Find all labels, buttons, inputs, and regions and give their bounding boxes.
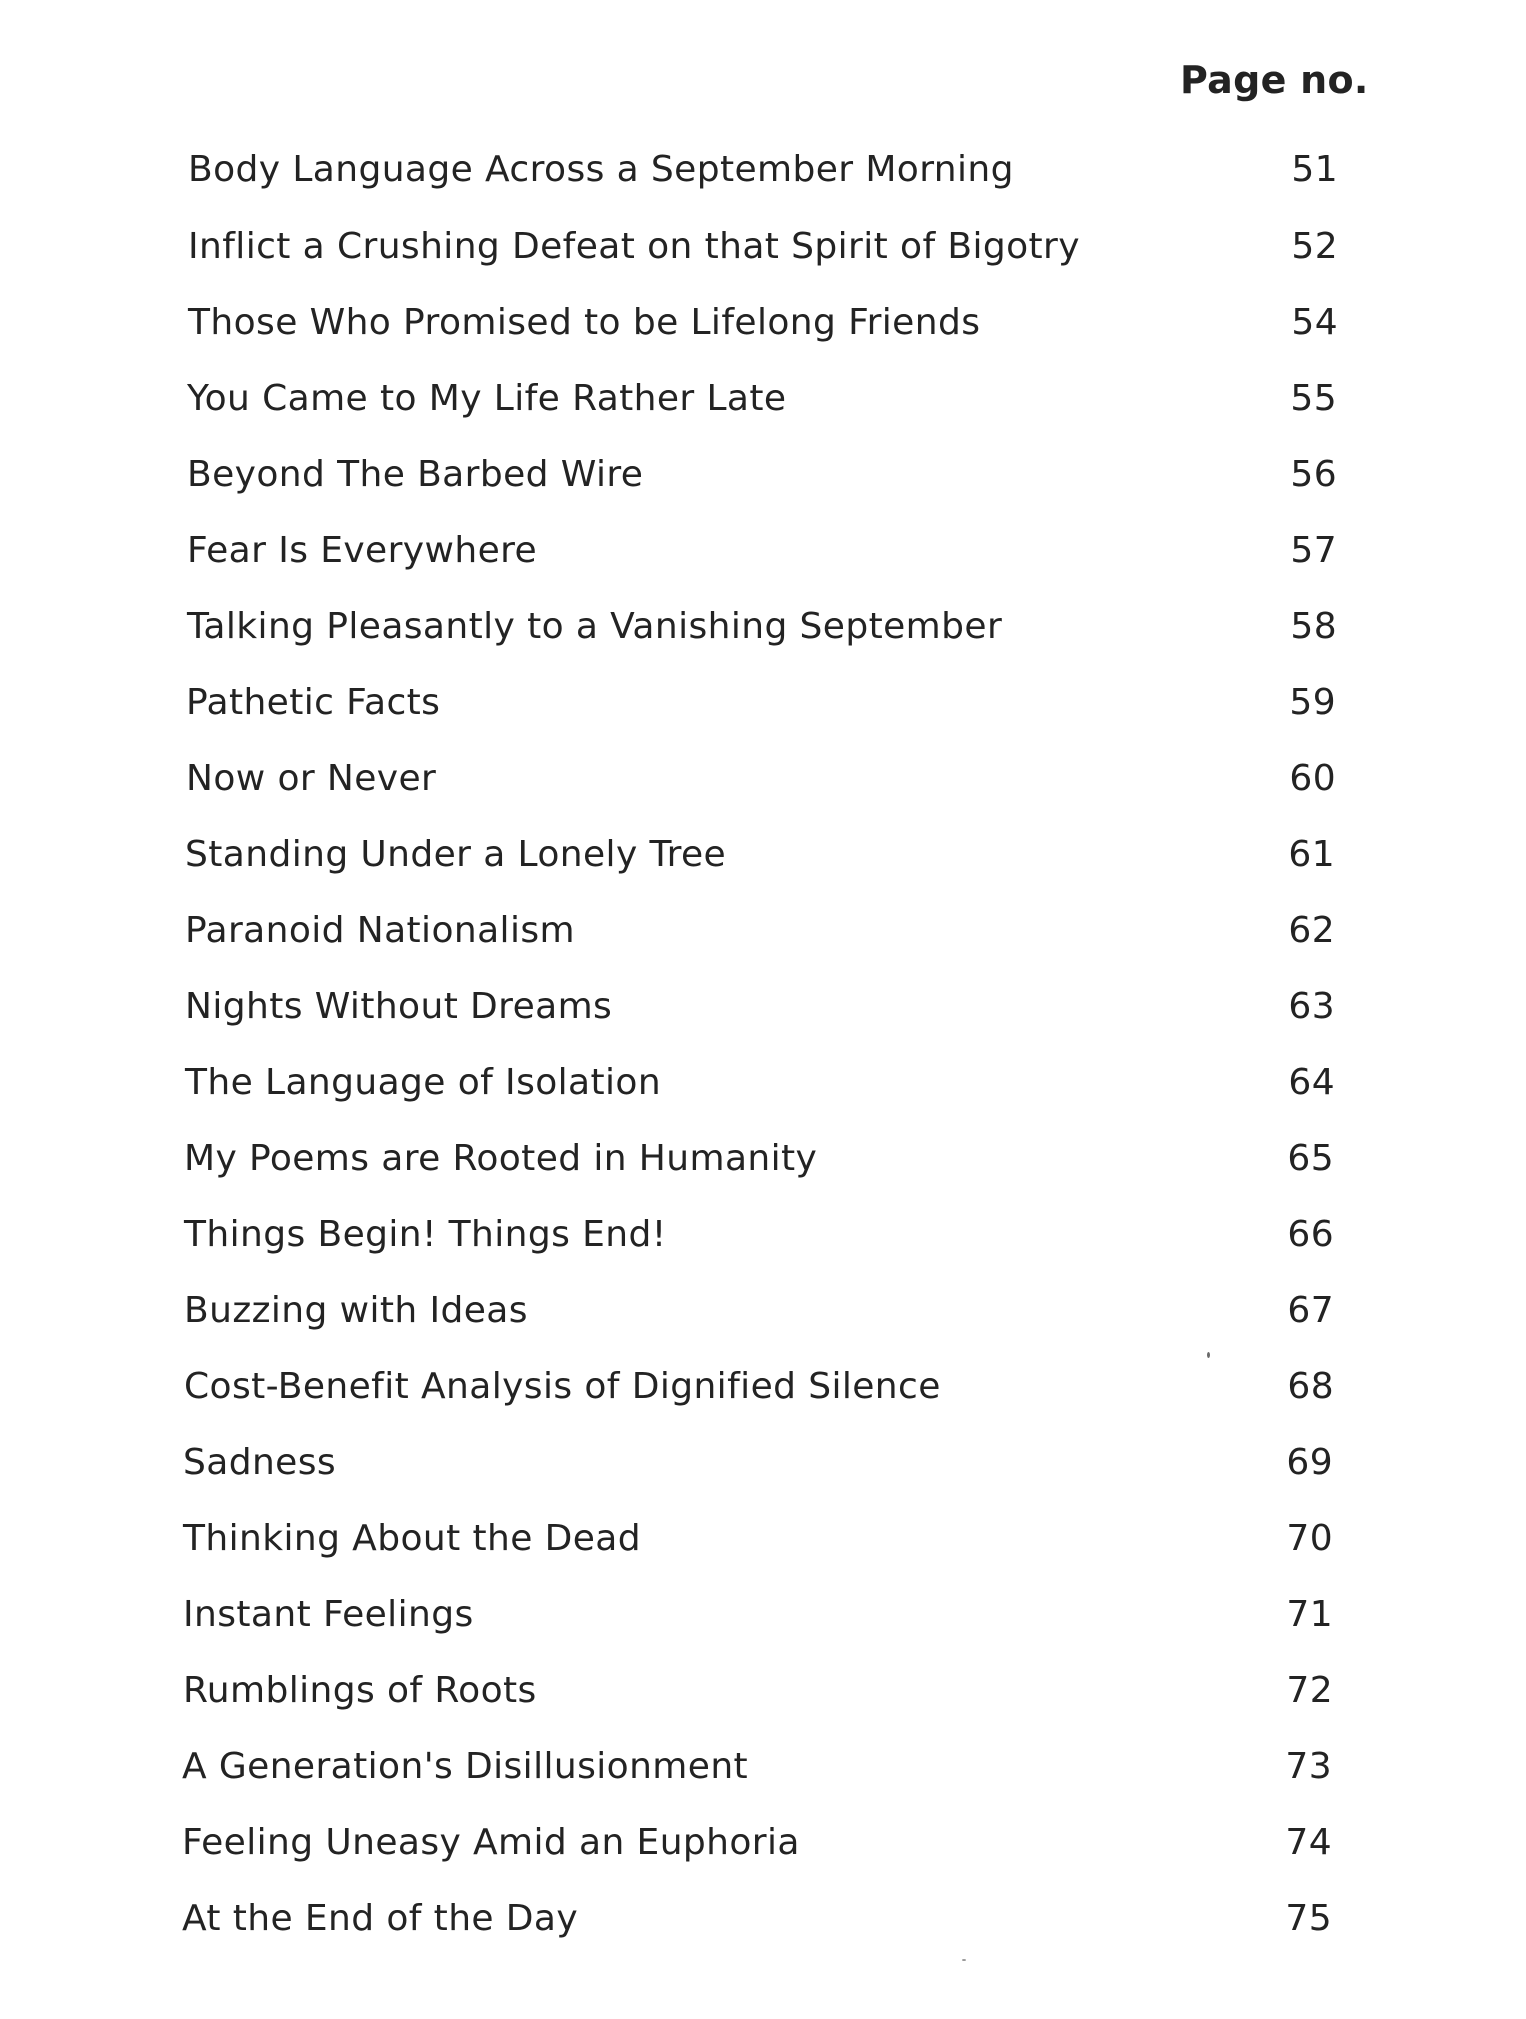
toc-entry bbox=[184, 1138, 1334, 1198]
toc-entry-page: 74 bbox=[1285, 1822, 1332, 1863]
toc-entry bbox=[187, 454, 1337, 514]
toc-entry bbox=[185, 834, 1335, 894]
toc-entry bbox=[182, 1822, 1332, 1882]
toc-entry bbox=[182, 1898, 1332, 1958]
toc-entry-title: Feeling Uneasy Amid an Euphoria bbox=[182, 1822, 800, 1863]
toc-entry bbox=[182, 1746, 1332, 1806]
toc-entry-title: At the End of the Day bbox=[182, 1898, 579, 1939]
toc-entry-title: Talking Pleasantly to a Vanishing September bbox=[187, 606, 1003, 647]
toc-entry-title: Body Language Across a September Morning bbox=[188, 149, 1014, 190]
toc-entry-page: 73 bbox=[1285, 1746, 1332, 1787]
toc-entry-page: 63 bbox=[1288, 986, 1335, 1027]
toc-entry-title: You Came to My Life Rather Late bbox=[187, 378, 787, 419]
toc-entry-page: 52 bbox=[1291, 226, 1338, 267]
toc-entry bbox=[186, 682, 1336, 742]
toc-entry-page: 70 bbox=[1286, 1518, 1333, 1559]
toc-entry bbox=[185, 910, 1335, 970]
toc-entry-page: 55 bbox=[1290, 378, 1337, 419]
toc-entry-page: 61 bbox=[1288, 834, 1335, 875]
toc-entry bbox=[184, 1290, 1334, 1350]
toc-entry-title: A Generation's Disillusionment bbox=[182, 1746, 749, 1787]
toc-entry-title: Instant Feelings bbox=[183, 1594, 474, 1635]
scan-speck bbox=[1207, 1352, 1210, 1358]
toc-entry-page: 65 bbox=[1287, 1138, 1334, 1179]
toc-entry-page: 68 bbox=[1287, 1366, 1334, 1407]
toc-entry-title: Pathetic Facts bbox=[186, 682, 441, 723]
toc-entry-title: Inflict a Crushing Defeat on that Spirit of Bigotry bbox=[188, 226, 1080, 267]
toc-entry-title: Fear Is Everywhere bbox=[187, 530, 538, 571]
toc-entry-page: 64 bbox=[1288, 1062, 1335, 1103]
toc-entry-page: 67 bbox=[1287, 1290, 1334, 1331]
toc-entry-title: Things Begin! Things End! bbox=[184, 1214, 667, 1255]
toc-entry-title: The Language of Isolation bbox=[185, 1062, 662, 1103]
toc-entry-page: 69 bbox=[1286, 1442, 1333, 1483]
toc-entry-title: Those Who Promised to be Lifelong Friends bbox=[188, 302, 981, 343]
toc-entry-page: 62 bbox=[1288, 910, 1335, 951]
toc-entry-title: Now or Never bbox=[186, 758, 437, 799]
toc-entry bbox=[184, 1214, 1334, 1274]
toc-entry-title: Thinking About the Dead bbox=[183, 1518, 641, 1559]
toc-entry-title: Nights Without Dreams bbox=[185, 986, 613, 1027]
toc-entry bbox=[183, 1442, 1333, 1502]
toc-entry bbox=[187, 378, 1337, 438]
toc-entry-page: 60 bbox=[1289, 758, 1336, 799]
toc-entry-title: Standing Under a Lonely Tree bbox=[185, 834, 727, 875]
toc-entry-page: 72 bbox=[1286, 1670, 1333, 1711]
toc-entry-title: My Poems are Rooted in Humanity bbox=[184, 1138, 818, 1179]
toc-entry bbox=[185, 986, 1335, 1046]
toc-entry-title: Rumblings of Roots bbox=[183, 1670, 537, 1711]
toc-entry bbox=[183, 1594, 1333, 1654]
toc-entry-page: 66 bbox=[1287, 1214, 1334, 1255]
toc-entry bbox=[183, 1518, 1333, 1578]
toc-entry-page: 54 bbox=[1291, 302, 1338, 343]
toc-entry-page: 57 bbox=[1290, 530, 1337, 571]
toc-entry-page: 75 bbox=[1285, 1898, 1332, 1939]
toc-entry-page: 58 bbox=[1290, 606, 1337, 647]
toc-entry bbox=[187, 530, 1337, 590]
toc-entry-page: 59 bbox=[1289, 682, 1336, 723]
toc-entry bbox=[188, 226, 1338, 286]
toc-entry-page: 51 bbox=[1291, 149, 1338, 190]
toc-entry bbox=[183, 1670, 1333, 1730]
toc-entry bbox=[188, 149, 1338, 209]
toc-entry-page: 71 bbox=[1286, 1594, 1333, 1635]
toc-entry-page: 56 bbox=[1290, 454, 1337, 495]
toc-entry-title: Paranoid Nationalism bbox=[185, 910, 575, 951]
scan-speck bbox=[962, 1959, 966, 1961]
toc-entry-title: Beyond The Barbed Wire bbox=[187, 454, 644, 495]
toc-entry-title: Buzzing with Ideas bbox=[184, 1290, 528, 1331]
toc-entry bbox=[184, 1366, 1334, 1426]
toc-entry bbox=[188, 302, 1338, 362]
toc-entry bbox=[187, 606, 1337, 666]
toc-entry bbox=[185, 1062, 1335, 1122]
page-number-column-header: Page no. bbox=[1180, 58, 1369, 102]
toc-entry bbox=[186, 758, 1336, 818]
toc-entry-title: Cost-Benefit Analysis of Dignified Silence bbox=[184, 1366, 941, 1407]
toc-entry-title: Sadness bbox=[183, 1442, 337, 1483]
